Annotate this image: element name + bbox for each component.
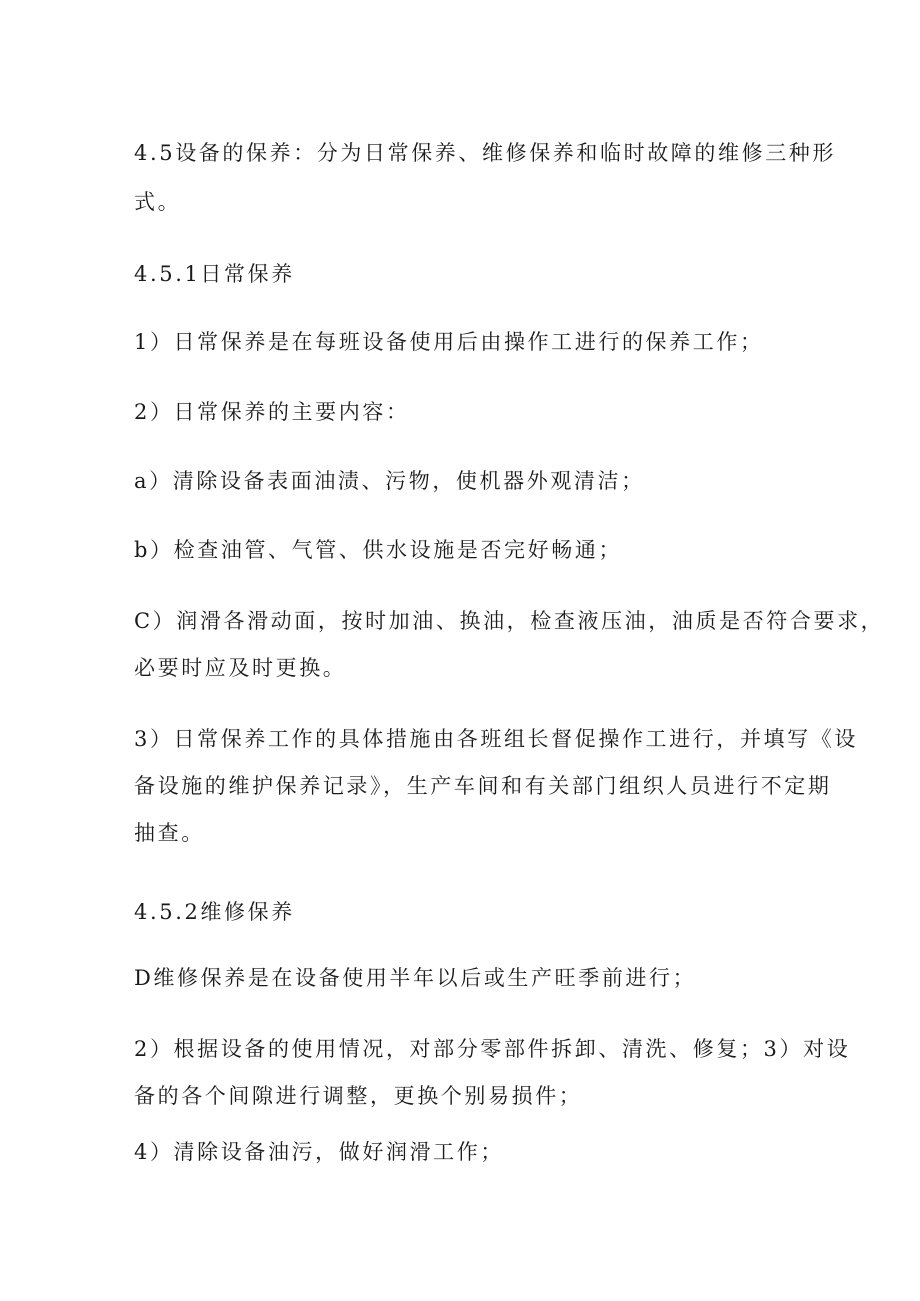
maintenance-item-2-line-1: 2）根据设备的使用情况，对部分零部件拆卸、清洗、修复；3）对设 — [134, 1037, 851, 1061]
item-c-line-1: C）润滑各滑动面，按时加油、换油，检查液压油，油质是否符合要求， — [134, 609, 885, 633]
maintenance-item-4: 4）清除设备油污，做好润滑工作； — [134, 1140, 504, 1164]
item-1: 1）日常保养是在每班设备使用后由操作工进行的保养工作； — [134, 330, 764, 354]
item-3-line-1: 3）日常保养工作的具体措施由各班组长督促操作工进行，并填写《设 — [134, 727, 858, 751]
item-3-line-3: 抽查。 — [134, 821, 205, 845]
item-3-line-2: 备设施的维护保养记录》，生产车间和有关部门组织人员进行不定期 — [134, 774, 832, 798]
maintenance-item-1: D维修保养是在设备使用半年以后或生产旺季前进行； — [134, 966, 697, 990]
item-2: 2）日常保养的主要内容： — [134, 400, 410, 424]
paragraph-4-5-line-2: 式。 — [134, 190, 182, 214]
heading-4-5-1: 4.5.1日常保养 — [134, 262, 295, 286]
item-b: b）检查油管、气管、供水设施是否完好畅通； — [134, 538, 623, 562]
item-c-line-2: 必要时应及时更换。 — [134, 656, 347, 680]
item-a: a）清除设备表面油渍、污物，使机器外观清洁； — [134, 469, 645, 493]
paragraph-4-5-line-1: 4.5设备的保养：分为日常保养、维修保养和临时故障的维修三种形 — [134, 141, 836, 165]
heading-4-5-2: 4.5.2维修保养 — [134, 900, 295, 924]
maintenance-item-2-line-2: 备的各个间隙进行调整，更换个别易损件； — [134, 1084, 583, 1108]
